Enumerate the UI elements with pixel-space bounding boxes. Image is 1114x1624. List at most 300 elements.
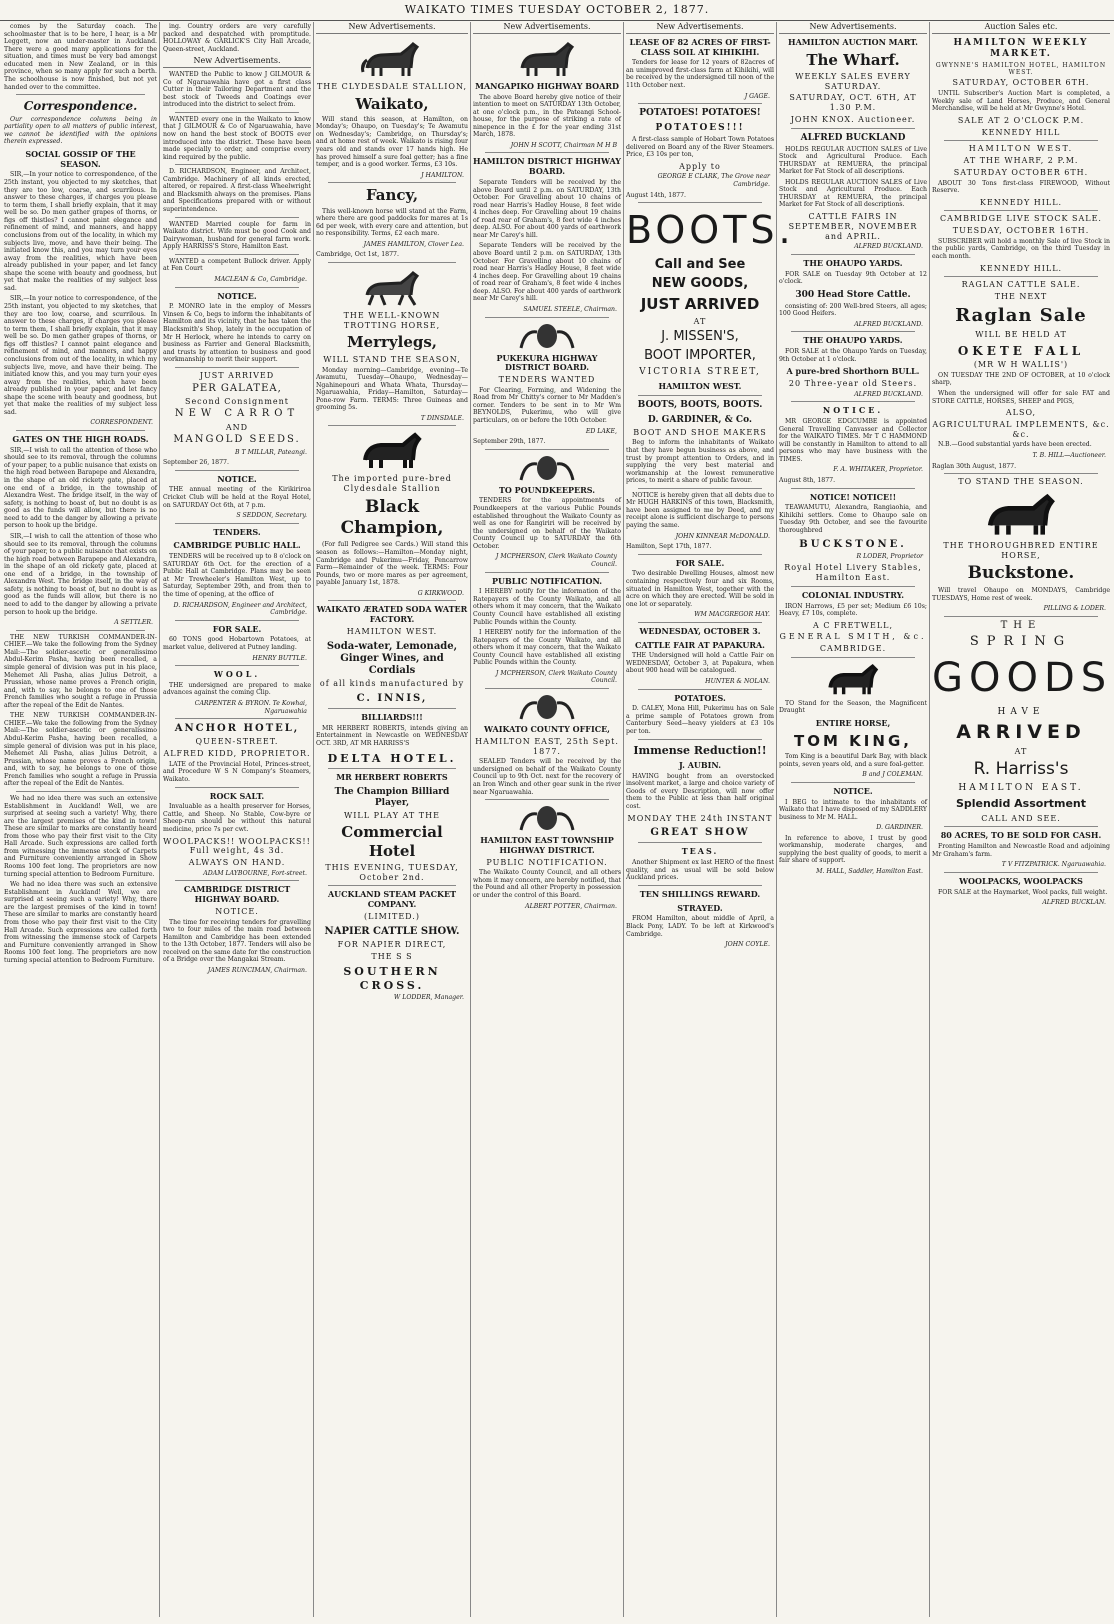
cricket-body: THE annual meeting of the Kirikiriroa Cricket Club will be held at the Royal Hotel, on SATURDAY Oct 6th, at 7 p.m. [163, 486, 311, 509]
fancy-body: This well-known horse will stand at the Farm, where there are good paddocks for mares at 1s 6d per week, with every care and attention, but no responsibility. Terms, £2 each mare. [316, 207, 468, 238]
fretwell-name: A C FRETWELL, [813, 620, 893, 630]
merrylegs-heading: THE WELL-KNOWN TROTTING HORSE, [343, 310, 441, 330]
public-notification-signature: J MCPHERSON, Clerk Waikato County Council. [495, 669, 617, 685]
salt-signature: ADAM LAYBOURNE, Fort-street. [203, 869, 307, 877]
divider [638, 622, 762, 623]
divider [944, 276, 1098, 277]
potatoes-heading-2: POTATOES!!! [655, 123, 745, 134]
gardiner-notice-body: I BEG to intimate to the inhabitants of Waikato that I have disposed of my SADDLERY business to Mr M. HALL. [779, 798, 927, 821]
mangapiko-heading: MANGAPIKO HIGHWAY BOARD [475, 80, 619, 91]
wharf-date: SATURDAY, OCT. 6TH, AT 1.30 P.M. [789, 93, 917, 113]
pukekura-signature: ED LAKE, [585, 427, 617, 435]
new-goods: NEW GOODS, [651, 276, 749, 292]
cambridge-board-heading: CAMBRIDGE DISTRICT HIGHWAY BOARD. [183, 884, 291, 905]
masthead: WAIKATO TIMES TUESDAY OCTOBER 2, 1877. [0, 0, 1114, 21]
gates-heading: GATES ON THE HIGH ROADS. [12, 434, 149, 444]
raglan-cattle-sale: RAGLAN CATTLE SALE. [961, 280, 1081, 290]
at-label: AT [1014, 746, 1028, 756]
strayed-body: FROM Hamilton, about middle of April, a Black Pony, LADY. To be left at Kirkwood's Cambridge. [626, 915, 774, 938]
lease-signature: J GAGE. [744, 92, 770, 100]
hall-signature: D. RICHARDSON, Engineer and Architect, Cambridge. [173, 601, 307, 617]
column-3 [316, 22, 468, 1617]
advert: WANTED Married couple for farm in Waikato district. Wife must be good Cook and Dairywoman, husband for general farm work. Apply HARRISS'S Store, Hamilton East. [163, 220, 311, 251]
divider [175, 217, 299, 218]
divider [638, 202, 762, 203]
new-advertisements-heading: New Advertisements. [626, 22, 774, 34]
cattle-fairs: CATTLE FAIRS IN SEPTEMBER, NOVEMBER and APRIL. [788, 212, 918, 241]
poundkeepers-body: TENDERS for the appointments of Poundkeepers at the various Public Pounds established throughout the Waikato County as well as one for Rangiriri will be received by the undersigned on behalf of the Waikato County Council up to SATURDAY the 6th October. [473, 497, 621, 550]
advert-signature: MACLEAN & Co, Cambridge. [214, 275, 307, 283]
colonial-heading: COLONIAL INDUSTRY. [801, 589, 905, 600]
stand-the-season: TO STAND THE SEASON. [958, 477, 1084, 487]
gossip-signature: CORRESPONDENT. [90, 419, 153, 427]
pilling-loder: PILLING & LODER. [1043, 605, 1106, 613]
wool-body: THE undersigned are prepared to make advances against the coming Clip. [163, 681, 311, 697]
ohaupo-signature: ALFRED BUCKLAND. [854, 320, 923, 328]
fancy-signature: JAMES HAMILTON, Clover Lea. [363, 240, 464, 248]
houses-sale-body: Two desirable Dwelling Houses, almost new containing respectively four and six Rooms, situated in Hamilton West, together with the acre on which they are erected. Will be sold in one lot or separately. [626, 570, 774, 608]
roberts-will: WILL PLAY AT THE [344, 810, 440, 820]
buckland-body: HOLDS REGULAR AUCTION SALES of Live Stock and Agricultural Produce. Each THURSDAY at REMUERA, the principal Market for Fat Stock of all descriptions. [779, 145, 927, 176]
notice-signature: F. A. WHITAKER, Proprietor. [833, 466, 923, 474]
column-rule [470, 22, 471, 1617]
correspondence-heading: Correspondence. [23, 99, 138, 114]
column-rule [159, 22, 160, 1617]
divider [175, 718, 299, 719]
rock-salt-body: Invaluable as a health preserver for Horses, Cattle, and Sheep. No Stable, Cow-byre or Sheep-run should be without this natural medicine, price 7s per cwt. [163, 803, 311, 833]
have-label: HAVE [997, 706, 1045, 717]
divider [485, 572, 609, 573]
county-office-heading: WAIKATO COUNTY OFFICE, [484, 724, 610, 734]
anchor-proprietor: ALFRED KIDD, PROPRIETOR. [163, 749, 311, 759]
column-4 [473, 22, 621, 1617]
firewood-body: ABOUT 30 Tons first-class FIREWOOD, Without Reserve. [932, 179, 1110, 195]
notice-date: August 8th, 1877. [779, 476, 836, 484]
advert: D. RICHARDSON, Engineer, and Architect, Cambridge. Machinery of all kinds erected, altered, or repaired. A first-class Wheelwright and Blacksmith always on the premises. Plans and Specifications prepared with or without superintendence. [163, 168, 311, 213]
royal-arms-icon [517, 804, 577, 832]
auction-mart-heading: HAMILTON AUCTION MART. [788, 36, 918, 47]
thoroughbred-horse-illustration-icon [981, 491, 1061, 537]
potatoes-body: A first-class sample of Hobart Town Potatoes delivered on Board any of the River Steamers. Price, £3 10s per ton, [626, 136, 774, 159]
notice-heading: NOTICE. [822, 405, 884, 416]
mangapiko-body: The above Board hereby give notice of their intention to meet on SATURDAY 13th October, at one o'clock p.m., in the Pateangi School-house, for the purpose of striking a rate of ninepence in the £ for the year ending 31st March, 1878. [473, 93, 621, 139]
divider [328, 182, 456, 183]
galatea-line: Second Consignment [184, 396, 290, 406]
also-label: ALSO, [1005, 408, 1037, 418]
county-office-body: SEALED Tenders will be received by the undersigned on behalf of the Waikato County Council up to 9th Oct. next for the recovery of an Iron Winch and other gear sunk in the river near Ngaruawahia. [473, 758, 621, 796]
potatoes-signature: GEORGE E CLARK, The Grove near Cambridge. [657, 173, 770, 188]
strayed-heading: STRAYED. [677, 902, 723, 913]
ohaupo-yards-2-heading: THE OHAUPO YARDS. [803, 335, 903, 346]
cambridge-board-notice: NOTICE. [215, 906, 259, 916]
new-advertisements-heading: New Advertisements. [163, 56, 311, 68]
buckland-signature: ALFRED BUCKLAN. [1042, 899, 1106, 907]
column-rule [776, 22, 777, 1617]
merrylegs-sub: WILL STAND THE SEASON, [323, 354, 461, 364]
gardiner-notice-signature: D. GARDINER. [876, 824, 923, 832]
divider [638, 739, 762, 740]
divider [16, 430, 145, 431]
wool-heading: WOOL. [213, 669, 261, 680]
poundkeepers-heading: TO POUNDKEEPERS. [498, 484, 596, 495]
divider [328, 885, 456, 886]
horse-illustration-icon [357, 38, 427, 78]
cambridge-label: CAMBRIDGE. [819, 644, 887, 654]
divider [791, 254, 915, 255]
arrived-label: ARRIVED [956, 720, 1086, 743]
cambridge-stock-body: SUBSCRIBER will hold a monthly Sale of live Stock in the public yards, Cambridge, on the third Tuesday in each month. [932, 237, 1110, 260]
sale-heading: FOR SALE. [212, 623, 262, 634]
galatea-line: MANGOLD SEEDS. [173, 434, 301, 446]
notice-heading: NOTICE. [217, 290, 257, 301]
lease-body: Tenders for lease for 12 years of 82acres of an unimproved first-class farm at Kihikihi, will be received by the undersigned till noon of the 11th October next. [626, 59, 774, 89]
at-label: AT [693, 316, 707, 326]
teas-body: Another Shipment ex last HERO of the finest quality, and as usual will be sold below Auckland prices. [626, 859, 774, 882]
divider [175, 620, 299, 621]
hall-signature: M. HALL, Saddler, Hamilton East. [816, 868, 923, 876]
entire-horse: ENTIRE HORSE, [815, 718, 891, 729]
anchor-heading: ANCHOR HOTEL, [174, 723, 300, 735]
cattle-fair-body: THE Undersigned will hold a Cattle Fair on WEDNESDAY, October 3, at Papakura, when about 900 head will be catalogued. [626, 652, 774, 675]
gossip-body: SIR,—In your notice to correspondence, of the 25th instant, you objected to my sketches, that they are too low, coarse, and scurrilous. In answer to these charges, if charges you please to term them, I shall briefly explain, that it may well be so. Do men gather grapes of thorns, or figs off thistles? I cannot paint elegance and refinement of mind, and manners, and happy conclusions from out of the locality, in which my subjects live, move, and have their being. The initiated know this, and you may turn your eyes away from the realities, which have been already published in your paper, and let fancy shape the scene with beauty and goodness, but yet that make the realities of my subject less sad. [4, 171, 157, 292]
weekly-market-heading: HAMILTON WEEKLY MARKET. [953, 37, 1089, 59]
kennedy-hill: KENNEDY HILL. [979, 197, 1063, 207]
cattle-fair-heading: CATTLE FAIR AT PAPAKURA. [635, 639, 765, 650]
cricket-heading: NOTICE. [217, 473, 257, 484]
boots-headline: BOOTS. [626, 208, 795, 253]
divider [175, 164, 299, 165]
buckland-body: HOLDS REGULAR AUCTION SALES of Live Stock and Agricultural Produce. Each THURSDAY at REMUERA, the principal Market for Fat Stock of all descriptions. [779, 178, 927, 209]
the-label: THE [1000, 619, 1042, 631]
woolpacks-heading: WOOLPACKS, WOOLPACKS [959, 875, 1083, 886]
furniture-article: We had no idea there was such an extensive Establishment in Auckland! Well, we are surprised at seeing such a variety! Why, there are the largest premises of the kind in town! These are similar to marks are constantly heard from those who pay their first visit to the City Hall Arcade. Such expressions are called forth from witnessing the immense stock of Carpets and Furniture conveniently arranged in Show Rooms 100 feet long. The proprietors are now turning special attention to Bedroom Furniture. [4, 881, 157, 964]
divider [638, 689, 762, 690]
column-1 [4, 22, 157, 1617]
galatea-line: PER GALATEA, [192, 382, 282, 394]
potatoes2-body: D. CALEY, Mona Hill, Pukerimu has on Sale a prime sample of Potatoes grown from Canterbury Seed—heavy yielders at £3 10s per ton. [626, 705, 774, 735]
gates-body: SIR,—I wish to call the attention of those who should see to its removal, through the columns of your paper, to a public nuisance that exists on the high road between Barapepe and Alexandra, in the shape of an old rickety gate, placed at one end of a bridge, in the township of Alexandra West. The bridge itself, in the way of safety, is nothing to boast of, but no doubt is as good as the funds will allow, but there is no need to add to the danger by allowing a private person to hook up the bridge. [4, 446, 157, 530]
acres-heading: 80 ACRES, TO BE SOLD FOR CASH. [940, 830, 1102, 841]
cricket-signature: S SEDDON, Secretary. [236, 512, 307, 520]
buckstone-name: BUCKSTONE. [799, 538, 907, 550]
lease-heading: LEASE OF 82 ACRES OF FIRST-CLASS SOIL AT KIHIKIHI. [629, 36, 771, 57]
saturday-date: SATURDAY OCTOBER 6TH. [953, 167, 1089, 177]
fancy-name: Fancy, [365, 186, 419, 205]
divider [638, 395, 762, 396]
merrylegs-name: Merrylegs, [346, 333, 438, 352]
debt-notice-body: NOTICE is hereby given that all debts due to Mr HUGH HARKINS of this town, Blacksmith, have been assigned to me by Deed, and my receipt alone is sufficient discharge to persons paying the same. [626, 491, 774, 529]
debt-notice-date: Hamilton, Sept 17th, 1877. [626, 543, 712, 551]
divider [175, 523, 299, 524]
anchor-sub: QUEEN-STREET. [195, 737, 279, 747]
new-advertisements-heading: New Advertisements. [779, 22, 927, 34]
divider [175, 367, 299, 368]
soda-name: C. INNIS, [356, 692, 428, 704]
public-notification-heading: PUBLIC NOTIFICATION. [491, 575, 603, 586]
merrylegs-signature: T DINSDALE. [420, 414, 464, 422]
cambridge-board-body: The time for receiving tenders for gravelling two to four miles of the main road between Hamilton and Cambridge has been extended to the 13th October, 1877. Tenders will also be received on the same date for the construction of a Bridge over the Mangakai Stream. [163, 918, 311, 964]
monday-line: MONDAY THE 24th INSTANT [627, 813, 773, 823]
anchor-body: LATE of the Provincial Hotel, Princes-street, and Procedure W S N Company's Steamers, Waikato. [163, 760, 311, 783]
cambridge-stock-date: TUESDAY, OCTOBER 16TH. [952, 226, 1090, 236]
pukekura-date: September 29th, 1877. [473, 438, 546, 446]
potatoes-apply: Apply to [679, 161, 721, 171]
napier-signature: W LODDER, Manager. [393, 994, 464, 1002]
immense-reduction: Immense Reduction!! [633, 743, 767, 757]
hamilton-board-heading: HAMILTON DISTRICT HIGHWAY BOARD. [473, 156, 621, 177]
commercial-hotel: Commercial Hotel [341, 823, 443, 860]
billiards-body: MR HERBERT ROBERTS, intends giving an Entertainment in Newcastle on WEDNESDAY OCT. 3RD, AT MR HARRISS'S [316, 724, 468, 747]
napier-ss: THE S S [371, 951, 413, 961]
okete-fall: OKETE FALL [957, 343, 1085, 358]
hamilton-board-signature: SAMUEL STEELE, Chairman. [523, 305, 617, 313]
divider [328, 425, 456, 426]
clydesdale-illustration-icon [357, 430, 427, 470]
sale-body: 60 TONS good Hobartown Potatoes, at market value, delivered at Putney landing. [163, 636, 311, 651]
divider [791, 488, 915, 489]
divider [638, 488, 762, 489]
pukekura-body: For Clearing, Forming, and Widening the Road from Mr Chitty's corner to Mr Madden's corner. Tenders to be sent in to Mr Wm BEYNOLDS, Pukerimu, who will give particulars, on or before the 10th October. [473, 386, 621, 424]
clydesdale-name: Waikato, [355, 94, 429, 113]
divider [328, 600, 456, 601]
divider [485, 688, 609, 689]
divider [944, 473, 1098, 474]
public-notification-body: I HEREBY notify for the information of the Ratepayers of the County Waikato, and all others whom it may concern, that the Waikato County Council have established all existing Public Pounds within the County. [473, 629, 621, 667]
divider [485, 317, 609, 318]
divider [16, 94, 145, 95]
auckland-limited: (LIMITED.) [364, 911, 420, 921]
auckland-heading: AUCKLAND STEAM PACKET COMPANY. [327, 889, 457, 910]
wednesday-heading: WEDNESDAY, OCTOBER 3. [639, 625, 761, 636]
roberts-sub: The Champion Billiard Player, [334, 786, 450, 808]
galatea-date: September 26, 1877. [163, 459, 229, 467]
divider [175, 880, 299, 881]
colonial-body: IRON Harrows, £5 per set; Medium £6 10s; Heavy, £7 10s, complete. [779, 602, 927, 618]
merrylegs-body: Monday morning—Cambridge, evening—Te Awamutu, Tuesday—Ohaupo, Wednesday—Ngahinepouri and Whata Whata, Thursday—Ngaruawahia, Friday—Hamilton, Saturday—Pone-row Farm. TERMS: Three Guineas and grooming 5s. [316, 366, 468, 412]
hall-body: TENDERS will be received up to 8 o'clock on SATURDAY 6th Oct. for the erection of a Public Hall at Cambridge. Plans may be seen at Mr Trewheeler's Hamilton West, up to Saturday, September 29th, and from then to the time of opening, at the office of [163, 553, 311, 598]
cambridge-board-signature: JAMES RUNCIMAN, Chairman. [207, 966, 307, 974]
roberts-heading: MR HERBERT ROBERTS [336, 771, 448, 782]
divider [638, 554, 762, 555]
horse-illustration-icon [512, 38, 582, 78]
gates-signature: A SETTLER. [114, 619, 153, 627]
black-champion-body: (For full Pedigree see Cards.) Will stand this season as follows:—Hamilton—Monday night, Cambridge and Pukerimu—Friday, Pencarrow Farm—Remainder of the week. TERMS: Four Pounds, two or more mares as per agreement, payable January 1st, 1878. [316, 541, 468, 587]
tom-king: TOM KING, [794, 731, 912, 750]
column-rule [623, 22, 624, 1617]
divider [175, 787, 299, 788]
new-advertisements-heading: New Advertisements. [316, 22, 468, 34]
on-tuesday: ON TUESDAY THE 2ND OF OCTOBER, at 10 o'clock sharp, [932, 371, 1110, 387]
galatea-line: JUST ARRIVED [199, 370, 275, 380]
wool-signature: CARPENTER & BYRON. Te Kowhai, Ngaruawahia [194, 700, 307, 715]
strayed-signature: JOHN COYLE. [725, 941, 770, 949]
hamilton-east: HAMILTON EAST. [958, 783, 1084, 794]
galatea-line: NEW CARROT [174, 408, 300, 420]
ohaupo-detail: consisting of: 200 Well-bred Steers, all ages; 100 Good Heifers. [779, 302, 927, 318]
gardiner-name: D. GARDINER, & Co. [647, 414, 753, 425]
divider [944, 140, 1098, 141]
divider [944, 210, 1098, 211]
nb-text: N.B.—Good substantial yards have been erected. [938, 441, 1092, 449]
gossip-body: SIR,—In your notice to correspondence, of the 25th instant, you objected to my sketches, that they are too low, coarse, and scurrilous. In answer to these charges, if charges you please to term them, I shall briefly explain, that it may well be so. Do men gather grapes of thorns, or figs off thistles? I cannot paint elegance and refinement of mind, and manners, and happy conclusions from out of the locality, in which my subjects live, move, and have their being. The initiated know this, and you may turn your eyes away from the realities, which have been already published in your paper, and let fancy shape the scene with beauty and goodness, but yet that make the realities of my subject less sad. [4, 295, 157, 416]
wharf-sub: WEEKLY SALES EVERY SATURDAY. [795, 71, 911, 91]
shorthorn-bull: A pure-bred Shorthorn BULL. [786, 366, 920, 377]
buckstone-body: Will travel Ohaupo on MONDAYS, Cambridge TUESDAYS, Home rest of week. [932, 587, 1110, 602]
correspondence-note: Our correspondence columns being in partiality open to all matters of public interest, we cannot be identified with the opinions therein expressed. [4, 115, 157, 146]
royal-hotel: Royal Hotel Livery Stables, Hamilton East. [784, 563, 922, 583]
divider [328, 262, 456, 263]
great-show: GREAT SHOW [650, 827, 750, 839]
gardiner-sub: BOOT AND SHOE MAKERS [633, 427, 767, 437]
auction-sales-heading: Auction Sales etc. [932, 22, 1110, 34]
tom-king-body: Tom King is a beautiful Dark Bay, with black points, seven years old, and a sure foal-getter. [779, 753, 927, 768]
divider [485, 152, 609, 153]
divider [485, 799, 609, 800]
divider [944, 826, 1098, 827]
houses-sale-signature: WM MACGREGOR HAY. [694, 611, 770, 619]
divider [328, 768, 456, 769]
hamilton-west: HAMILTON WEST. [658, 380, 742, 391]
royal-arms-icon [517, 322, 577, 350]
notice-body: P. MONRO late in the employ of Messrs Vinsen & Co, begs to inform the inhabitants of Hamilton and its vicinity, that he has taken the Blacksmith's Shop, lately in the occupation of Mr H Herlock, where he intends to carry on business as Farrier and General Blacksmith, and trusts by attention to business and good workmanship to merit their support. [163, 303, 311, 364]
column-2 [163, 22, 311, 1617]
divider [175, 287, 299, 288]
divider [791, 128, 915, 129]
ohaupo-yards-2-body: FOR SALE at the Ohaupo Yards on Tuesday, 9th October at 1 o'clock. [779, 348, 927, 363]
soda-body: of all kinds manufactured by [319, 679, 465, 689]
divider [16, 791, 145, 792]
ohaupo-yards-heading: THE OHAUPO YARDS. [803, 257, 903, 268]
weekly-market-sub: GWYNNE'S HAMILTON HOTEL, HAMILTON WEST. [935, 61, 1107, 76]
rock-salt-heading: ROCK SALT. [209, 790, 265, 801]
divider [175, 470, 299, 471]
victoria-street: VICTORIA STREET, [639, 366, 761, 377]
soda-heading: WAIKATO ÆRATED SODA WATER FACTORY. [316, 604, 468, 625]
hamilton-west: HAMILTON WEST. [968, 144, 1074, 154]
gardiner-notice-heading: NOTICE. [833, 785, 873, 796]
hamilton-east-heading: HAMILTON EAST TOWNSHIP HIGHWAY DISTRICT. [480, 835, 614, 855]
soda-sub: HAMILTON WEST. [346, 626, 438, 636]
notice-notice: NOTICE! NOTICE!! [809, 491, 897, 502]
royal-arms-icon [517, 693, 577, 721]
ohaupo-yards-body: FOR SALE on Tuesday 9th October at 12 o'clock. [779, 270, 927, 286]
turkish-commander-article: THE NEW TURKISH COMMANDER-IN-CHIEF.—We take the following from the Sydney Mail:—The soldier-ascetic or generalissimo Abdul-Kerim Pasha, having been recalled, a simple general of division was put in his place, Mehemet Ali Pasha, alias Julius Detroit, a Prussian, whose name proves a French origin, and, with to say, he belongs to one of those French families who sought a refuge in Prussia after the repeal of the Edit de Nantes. [4, 633, 157, 709]
black-champion-heading: The imported pure-bred Clydesdale Stallion [332, 474, 452, 494]
buckstone-name: Buckstone. [967, 563, 1075, 584]
county-office-date: HAMILTON EAST, 25th Sept. 1877. [475, 736, 619, 756]
public-notification-body: I HEREBY notify for the information of the Ratepayers of the County Waikato, and all others whom it may concern, that the Waikato County Council have established all existing Public Pounds within the County. [473, 588, 621, 626]
draught-horse-illustration-icon [823, 662, 883, 696]
stand-text: TO Stand for the Season, the Magnificent Draught [779, 699, 927, 715]
galatea-signature: B T MILLAR, Pateangi. [235, 448, 307, 456]
new-advertisements-heading: New Advertisements. [473, 22, 621, 34]
weekly-market-body: UNTIL Subscriber's Auction Mart is completed, a Weekly sale of Land Horses, Produce, and General Merchandise, will be held at Mr Gwynne's Hotel. [932, 90, 1110, 113]
hamilton-east-signature: ALBERT POTTER, Chairman. [525, 902, 617, 910]
acres-body: Fronting Hamilton and Newcastle Road and adjoining Mr Graham's farm. [932, 843, 1110, 858]
advert: WANTED a competent Bullock driver. Apply at Fen Court [163, 257, 311, 273]
wharf-signature: JOHN KNOX. Auctioneer. [790, 114, 916, 124]
divider [944, 616, 1098, 617]
column-rule [929, 22, 930, 1617]
always-on-hand: ALWAYS ON HAND. [188, 858, 286, 867]
poundkeepers-signature: J MCPHERSON, Clerk Waikato County Council. [495, 553, 617, 568]
notice-body: MR GEORGE EDGCUMBE is appointed General Travelling Canvasser and Collector for the WAIKATO TIMES. Mr T C HAMMOND will be constantly in Hamilton to attend to all persons who may have business with the TIMES. [779, 418, 927, 463]
woolpacks-line: WOOLPACKS!! WOOLPACKS!! Full weight, 4s 3d. [163, 836, 311, 856]
offer-text: When the undersigned will offer for sale FAT and STORE CATTLE, HORSES, SHEEP and PIGS, [932, 390, 1110, 405]
tom-king-signature: B and J COLEMAN. [862, 771, 923, 779]
divider [791, 657, 915, 658]
column-rule [313, 22, 314, 1617]
pukekura-sub: TENDERS WANTED [498, 375, 596, 384]
debt-notice-signature: JOHN KINNEAR McDONALD. [675, 532, 770, 540]
divider [791, 782, 915, 783]
furniture-article: We had no idea there was such an extensive Establishment in Auckland! Well, we are surprised at seeing such a variety! Why, there are the largest premises of the kind in town! These are similar to marks are constantly heard from those who pay their first visit to the City Hall Arcade. Such expressions are called forth from witnessing the immense stock of Carpets and Furniture conveniently arranged in Show Rooms 100 feet long. The proprietors are now turning special attention to Bedroom Furniture. [4, 794, 157, 878]
fancy-date: Cambridge, Oct 1st, 1877. [316, 251, 399, 259]
hamilton-board-body: Separate Tenders will be received by the above Board until 2 p.m. on SATURDAY, 13th October. For Gravelling about 10 chains of road near Harris's Hadley House, 8 feet wide 4 inches deep. For Gravelling about 19 chains of road rear of Graham's, 8 feet wide 4 inches deep. ALSO. For about 400 yards of earthwork near Mr Carey's hill. [473, 178, 621, 239]
southern-cross: SOUTHERN CROSS. [343, 965, 441, 992]
general-smith: GENERAL SMITH, &c. [779, 632, 927, 642]
buckstone-signature: R LODER, Proprietor [856, 552, 923, 560]
raglan-sale: Raglan Sale [955, 304, 1087, 326]
hamilton-board-body: Separate Tenders will be received by the above Board until 2 p.m. on SATURDAY, 13th October. For Gravelling about 10 chains of road near Harris's Hadley House, 8 feet wide 4 inches deep. For Gravelling about 19 chains of road rear of Graham's, 8 feet wide 4 inches deep. ALSO. For about 400 yards of earthwork near Mr Carey's hill. [473, 242, 621, 303]
trotting-horse-illustration-icon [357, 267, 427, 307]
weekly-market-date: SATURDAY, OCTOBER 6TH. [952, 78, 1090, 88]
at-wharf: AT THE WHARF, 2 P.M. [963, 156, 1079, 165]
divider [944, 872, 1098, 873]
boot-importer: BOOT IMPORTER, [644, 348, 756, 364]
divider [791, 331, 915, 332]
hamilton-east-sub: PUBLIC NOTIFICATION. [486, 857, 608, 867]
the-next: THE NEXT [994, 292, 1048, 302]
store-cattle: 300 Head Store Cattle. [795, 289, 911, 300]
column-6 [779, 22, 927, 1617]
black-champion-signature: G KIRKWOOD. [417, 589, 464, 597]
divider [175, 254, 299, 255]
agricultural: AGRICULTURAL IMPLEMENTS, &c. &c. [932, 419, 1110, 439]
sale-signature: HENRY BUTTLE. [252, 654, 307, 662]
call-and-see: Call and See [654, 257, 746, 273]
divider [328, 708, 456, 709]
delta-hotel: DELTA HOTEL. [327, 751, 457, 765]
potatoes-heading: POTATOES! POTATOES! [639, 108, 761, 119]
divider [175, 665, 299, 666]
divider [638, 103, 762, 104]
gates-body: SIR,—I wish to call the attention of those who should see to its removal, through the columns of your paper, to a public nuisance that exists on the high road between Barapepe and Alexandra, in the shape of an old rickety gate, placed at one end of a bridge, in the township of Alexandra West. The bridge itself, in the way of safety, is nothing to boast of, but no doubt is as good as the funds will allow, but there is no need to add to the danger by allowing a private person to hook up the bridge. [4, 532, 157, 616]
gardiner-heading: BOOTS, BOOTS, BOOTS. [637, 399, 763, 410]
advert: WANTED the Public to know J GILMOUR & Co of Ngaruawahia have got a first class Cutter in their Tailoring Department and the best stock of Tweeds and Coatings ever introduced into the district to select from. [163, 71, 311, 109]
gardiner-body: Beg to inform the inhabitants of Waikato that they have begun business as above, and trust by prompt attention to Orders, and in supplying the very best material and workmanship at the lowest remunerative prices, to merit a share of public favour. [626, 439, 774, 485]
te-awamutu-body: TEAWAMUTU, Alexandra, Rangiaohia, and Kihikihi settlers. Come to Ohaupo sale on Tuesday 9th October, and see the favourite thoroughbred [779, 504, 927, 534]
splendid-assortment: Splendid Assortment [955, 797, 1087, 811]
clydesdale-signature: J HAMILTON. [421, 171, 464, 179]
missen-name: J. MISSEN'S, [661, 329, 739, 345]
will-be-held: WILL BE HELD AT [975, 329, 1067, 339]
hall-body: In reference to above, I trust by good workmanship, moderate charges, and supplying the best quality of goods, to merit a fair share of support. [779, 834, 927, 865]
woolpacks-body: FOR SALE at the Haymarket, Wool packs, full weight. [938, 888, 1108, 896]
column-7 [932, 22, 1113, 1617]
divider [638, 842, 762, 843]
goods-headline: GOODS [932, 654, 1113, 701]
harriss-name: R. Harriss's [973, 759, 1069, 780]
hamilton-east-body: The Waikato County Council, and all others whom it may concern, are hereby notified, that the Pound and all other Property in possession or under the control of this Board. [473, 869, 621, 899]
divider [638, 885, 762, 886]
sale-time: SALE AT 2 O'CLOCK P.M. [957, 115, 1085, 125]
houses-sale-heading: FOR SALE. [675, 557, 725, 568]
cambridge-stock-heading: CAMBRIDGE LIVE STOCK SALE. [940, 214, 1102, 224]
aubin-name: J. AUBIN. [678, 759, 721, 770]
fitzpatrick-signature: T V FITZPATRICK. Ngaruawahia. [1001, 861, 1106, 869]
arcade-text: ing. Country orders are very carefully packed and despatched with promptitude. HOLLOWAY & GARLICK'S City Hall Arcade, Queen-street, Auckland. [163, 23, 311, 53]
